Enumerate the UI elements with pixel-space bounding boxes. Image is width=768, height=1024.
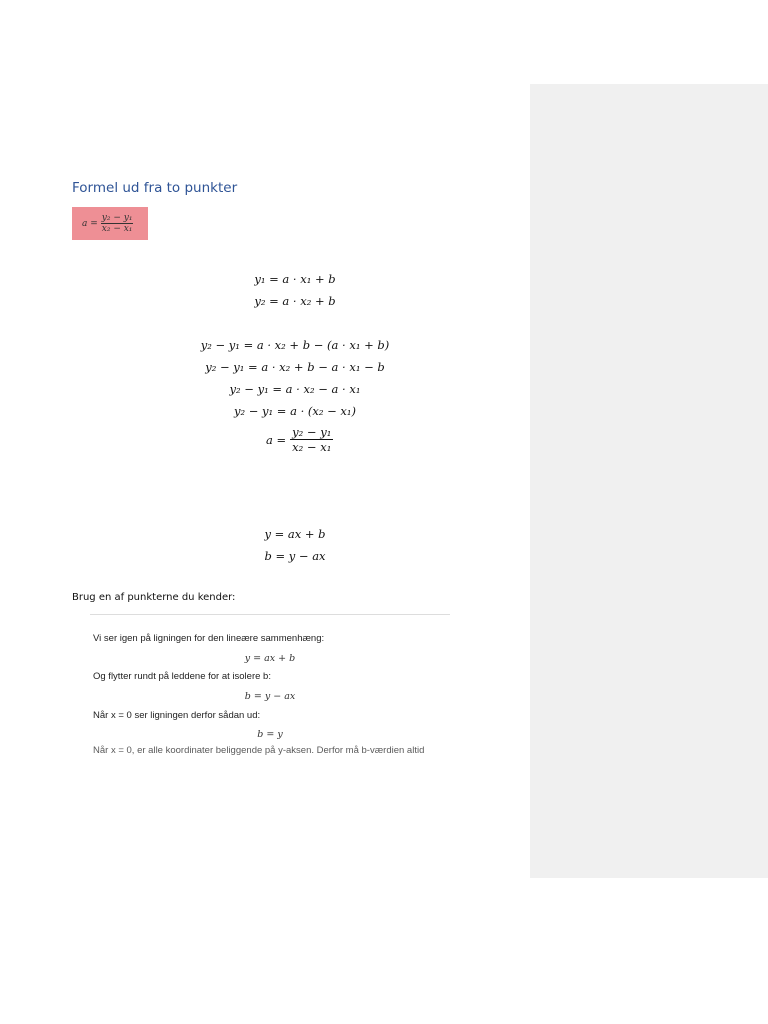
embed-math-2: b = y − ax xyxy=(244,691,296,702)
equation-7-fraction xyxy=(290,425,333,454)
equation-7 xyxy=(266,425,333,454)
embed-line-4: Når x = 0, er alle koordinater beliggende på y-aksen. Derfor må b-værdien altid xyxy=(93,745,425,755)
equation-3: y₂ − y₁ = a · x₂ + b − (a · x₁ + b) xyxy=(200,338,390,352)
highlight-numerator: y₂ − y₁ xyxy=(101,213,133,223)
embed-line-1: Vi ser igen på ligningen for den lineære sammenhæng: xyxy=(93,633,325,644)
equation-5: y₂ − y₁ = a · x₂ − a · x₁ xyxy=(229,382,361,396)
embed-math-1: y = ax + b xyxy=(244,653,296,664)
equation-1: y₁ = a · x₁ + b xyxy=(254,272,336,286)
equation-7-denominator: x₂ − x₁ xyxy=(292,440,332,454)
highlight-denominator: x₂ − x₁ xyxy=(101,224,133,234)
highlight-lhs: a = xyxy=(82,218,98,229)
embedded-screenshot xyxy=(90,614,450,755)
equation-4: y₂ − y₁ = a · x₂ + b − a · x₁ − b xyxy=(205,360,385,374)
highlight-fraction xyxy=(101,213,134,234)
equation-9: b = y − ax xyxy=(264,549,326,563)
embed-line-2: Og flytter rundt på leddene for at isolere b: xyxy=(93,671,271,682)
body-paragraph: Brug en af punkterne du kender: xyxy=(72,592,236,603)
equation-8: y = ax + b xyxy=(264,527,326,541)
embed-line-3: Når x = 0 ser ligningen derfor sådan ud: xyxy=(93,710,261,721)
equation-7-numerator: y₂ − y₁ xyxy=(292,425,332,439)
highlighted-formula xyxy=(72,207,148,240)
equation-7-lhs: a = xyxy=(266,432,287,447)
embed-math-3: b = y xyxy=(257,729,283,740)
section-heading: Formel ud fra to punkter xyxy=(72,180,238,196)
equation-6: y₂ − y₁ = a · (x₂ − x₁) xyxy=(233,404,357,418)
equation-2: y₂ = a · x₂ + b xyxy=(254,294,336,308)
comment-pane xyxy=(530,84,768,878)
